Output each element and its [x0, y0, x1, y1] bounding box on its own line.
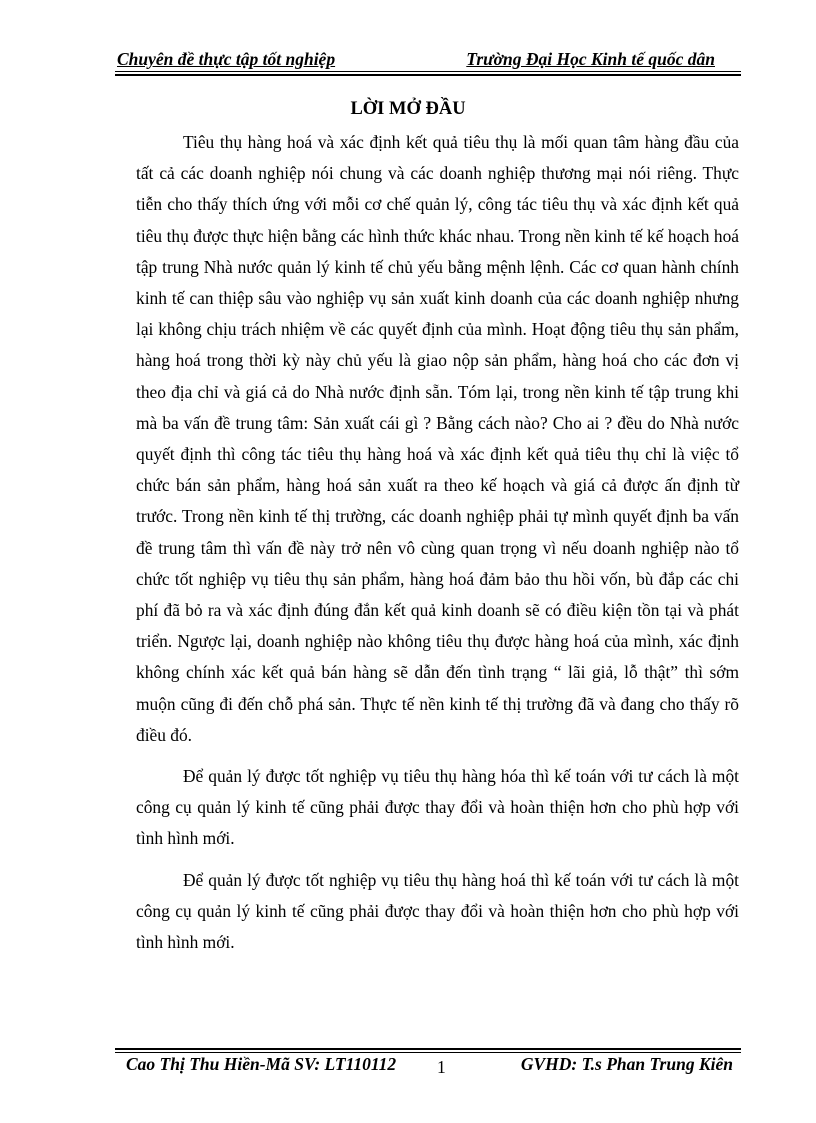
- header-rule-bottom: [115, 74, 741, 76]
- page-title: LỜI MỞ ĐẦU: [350, 99, 466, 119]
- footer-rule-top: [115, 1048, 741, 1050]
- footer-advisor: GVHD: T.s Phan Trung Kiên: [520, 1054, 733, 1074]
- document-body: [136, 127, 739, 958]
- header-left-text: Chuyên đề thực tập tốt nghiệp: [117, 49, 336, 69]
- header-right-text: Trường Đại Học Kinh tế quốc dân: [466, 49, 715, 69]
- paragraph-2: Để quản lý được tốt nghiệp vụ tiêu thụ hàng hóa thì kế toán với tư cách là một công cụ quản lý kinh tế cũng phải được thay đổi và hoàn thiện hơn cho phù hợp với tình hình mới.: [136, 766, 739, 849]
- page-header: [115, 47, 741, 71]
- page-number: 1: [437, 1057, 446, 1077]
- paragraph-1: Tiêu thụ hàng hoá và xác định kết quả tiêu thụ là mối quan tâm hàng đầu của tất cả các doanh nghiệp nói chung và các doanh nghiệp thương mại nói riêng. Thực tiễn cho thấy thích ứng với mỗi cơ chế quản lý, công tác tiêu thụ và xác định kết quả tiêu thụ được thực hiện bằng các hình thức khác nhau. Trong nền kinh tế kế hoạch hoá tập trung Nhà nước quản lý kinh tế chủ yếu bằng mệnh lệnh. Các cơ quan hành chính kinh tế can thiệp sâu vào nghiệp vụ sản xuất kinh doanh của các doanh nghiệp nhưng lại không chịu trách nhiệm về các quyết định của mình. Hoạt động tiêu thụ sản phẩm, hàng hoá trong thời kỳ này chủ yếu là giao nộp sản phẩm, hàng hoá cho các đơn vị theo địa chỉ và giá cả do Nhà nước định sẵn. Tóm lại, trong nền kinh tế tập trung khi mà ba vấn đề trung tâm: Sản xuất cái gì ? Bằng cách nào? Cho ai ? đều do Nhà nước quyết định thì công tác tiêu thụ hàng hoá và xác định kết quả tiêu thụ chỉ là việc tổ chức bán sản phẩm, hàng hoá sản xuất ra theo kế hoạch và giá cả được ấn định từ trước. Trong nền kinh tế thị trường, các doanh nghiệp phải tự mình quyết định ba vấn đề trung tâm thì vấn đề này trở nên vô cùng quan trọng vì nếu doanh nghiệp nào tổ chức tốt nghiệp vụ tiêu thụ sản phẩm, hàng hoá đảm bảo thu hồi vốn, bù đắp các chi phí đã bỏ ra và xác định đúng đắn kết quả kinh doanh sẽ có điều kiện tồn tại và phát triển. Ngược lại, doanh nghiệp nào không tiêu thụ được hàng hoá của mình, xác định không chính xác kết quả bán hàng sẽ dẫn đến tình trạng “ lãi giả, lỗ thật” thì sớm muộn cũng đi đến chỗ phá sản. Thực tế nền kinh tế thị trường đã và đang cho thấy rõ điều đó.: [136, 132, 739, 745]
- footer-student-info: Cao Thị Thu Hiền-Mã SV: LT110112: [126, 1054, 397, 1074]
- page-footer: [115, 1052, 741, 1080]
- paragraph-3: Để quản lý được tốt nghiệp vụ tiêu thụ hàng hoá thì kế toán với tư cách là một công cụ quản lý kinh tế cũng phải được thay đổi và hoàn thiện hơn cho phù hợp với tình hình mới.: [136, 869, 739, 953]
- header-rule-top: [115, 71, 741, 72]
